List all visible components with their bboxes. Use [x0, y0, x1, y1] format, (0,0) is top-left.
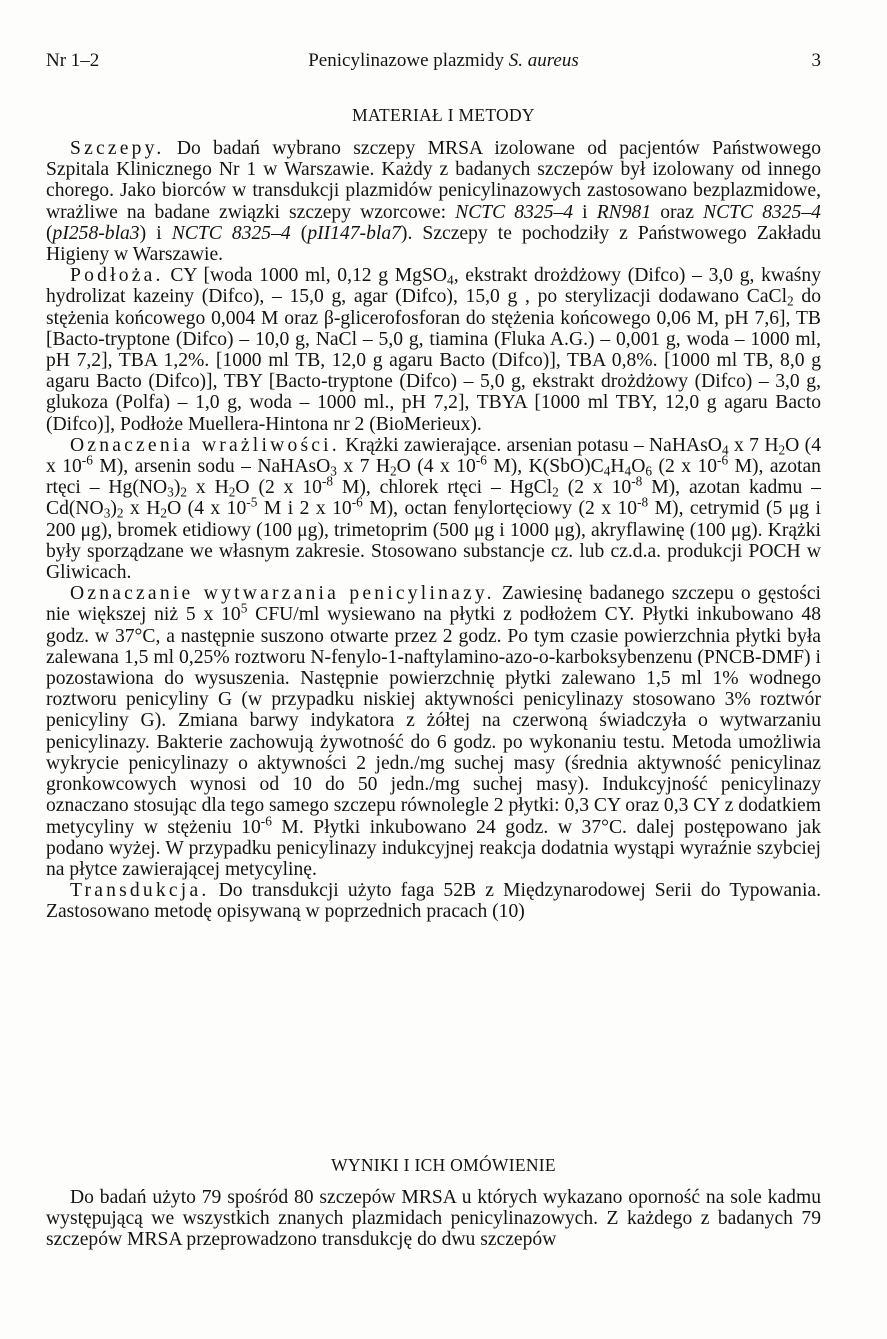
paragraph-media: Podłoża. CY [woda 1000 ml, 0,12 g MgSO$_4$, ekstrakt drożdżowy (Difco) – 3,0 g, kwaśny hydrolizat kazeiny (Difco), – 15,0 g, agar (Difco), 15,0 g , po sterylizacji dodawano CaCl$_2$ do stężenia końcowego 0,004 M oraz β-glicerofosforan do stężenia końcowego 0,06 M, pH 7,6], TB [Bacto-tryptone (Difco) – 10,0 g, NaCl – 5,0 g, tiamina (Fluka A.G.) – 0,001 g, woda – 1000 ml, pH 7,2], TBA 1,2%. [1000 ml TB, 12,0 g agaru Bacto (Difco)], TBA 0,8%. [1000 ml TB, 8,0 g agaru Bacto (Difco)], TBY [Bacto-tryptone (Difco) – 5,0 g, ekstrakt drożdżowy (Difco) – 3,0 g, glukoza (Polfa) – 1,0 g, woda – 1000 ml., pH 7,2], TBYA [1000 ml TBY, 12,0 g agaru Bacto (Difco)], Podłoże Muellera-Hintona nr 2 (BioMerieux). — [46, 265, 821, 435]
section-heading-methods: MATERIAŁ I METODY — [352, 105, 535, 125]
page-number: 3 — [811, 50, 821, 71]
methods-body — [46, 138, 821, 923]
section-heading-results: WYNIKI I ICH OMÓWIENIE — [331, 1155, 556, 1175]
heading-strains: Szczepy. — [70, 138, 165, 159]
paragraph-results: Do badań użyto 79 spośród 80 szczepów MRSA u których wykazano oporność na sole kadmu występującą we wszystkich znanych plazmidach penicylinazowych. Z każdego z badanych 79 szczepów MRSA przeprowadzono transdukcję do dwu szczepów — [46, 1187, 821, 1251]
paragraph-strains: Szczepy. Do badań wybrano szczepy MRSA izolowane od pacjentów Państwowego Szpitala Klinicznego Nr 1 w Warszawie. Każdy z badanych szczepów był izolowany od innego chorego. Jako biorców w transdukcji plazmidów penicylinazowych zastosowano bezplazmidowe, wrażliwe na badane związki szczepy wzorcowe: NCTC 8325–4 i RN981 oraz NCTC 8325–4 (pI258-bla3) i NCTC 8325–4 (pII147-bla7). Szczepy te pochodziły z Państwowego Zakładu Higieny w Warszawie. — [46, 138, 821, 266]
heading-sensitivity: Oznaczenia wrażliwości. — [70, 434, 340, 456]
paragraph-penicillinase: Oznaczanie wytwarzania penicylinazy. Zawiesinę badanego szczepu o gęstości nie większej niż 5 x $10^5$ CFU/ml wysiewano na płytki z podłożem CY. Płytki inkubowano 48 godz. w 37°C, a następnie suszono otwarte przez 2 godz. Po tym czasie powierzchnia płytki była zalewana 1,5 ml 0,25% roztworu N-fenylo-1-naftylamino-azo-o-karboksybenzenu (PNCB-DMF) i pozostawiona do wysuszenia. Następnie powierzchnię płytki zalewano 1,5 ml 1% wodnego roztworu penicyliny G (w przypadku niskiej aktywności penicylinazy stosowano 3% roztwór penicyliny G). Zmiana barwy indykatora z żółtej na czerwoną świadczyła o wytwarzaniu penicylinazy. Bakterie zachowują żywotność do 6 godz. po wykonaniu testu. Metoda umożliwia wykrycie penicylinazy o aktywności 2 jedn./mg suchej masy (średnia aktywność penicylinaz gronkowcowych wynosi od 10 do 50 jedn./mg suchej masy). Indukcyjność penicylinazy oznaczano stosując dla tego samego szczepu równolegle 2 płytki: 0,3 CY oraz 0,3 CY z dodatkiem metycyliny w stężeniu $10^{-6}$ M. Płytki inkubowano 24 godz. w 37°C. dalej postępowano jak podano wyżej. W przypadku penicylinazy indukcyjnej reakcja dodatnia wystąpi wyraźnie szybciej na płytce zawierającej metycylinę. — [46, 583, 822, 880]
heading-transduction: Transdukcja. — [70, 880, 210, 902]
heading-penicillinase: Oznaczanie wytwarzania penicylinazy. — [70, 583, 495, 605]
results-body — [46, 1187, 821, 1251]
issue-number: Nr 1–2 — [46, 50, 100, 71]
running-title: Penicylinazowe plazmidy S. aureus — [308, 50, 579, 71]
paragraph-sensitivity: Oznaczenia wrażliwości. Krążki zawierające. arsenian potasu – NaHAsO$_4$ x 7 $H_2O$ (4 x $10^{-6}$ M), arsenin sodu – NaHAsO$_3$ x 7 $H_2O$ (4 x $10^{-6}$ M), $K(SbO)C_4H_4O_6$ (2 x $10^{-6}$ M), azotan rtęci – $Hg(NO_3)_2$ x $H_2O$ (2 x $10^{-8}$ M), chlorek rtęci – HgCl$_2$ (2 x $10^{-8}$ M), azotan kadmu – $Cd(NO_3)_2$ x $H_2O$ (4 x $10^{-5}$ M i 2 x $10^{-6}$ M), octan fenylortęciowy (2 x $10^{-8}$ M), cetrymid (5 μg i 200 μg), bromek etidiowy (100 μg), trimetoprim (500 μg i 1000 μg), akryflawinę (100 μg). Krążki były sporządzane we własnym zakresie. Stosowano substancje cz. lub cz.d.a. produkcji POCH w Gliwicach. — [46, 434, 822, 584]
paragraph-transduction: Transdukcja. Do transdukcji użyto faga 52B z Międzynarodowej Serii do Typowania. Zastosowano metodę opisywaną w poprzednich pracach (10) — [46, 880, 821, 923]
heading-media: Podłoża. — [70, 265, 164, 287]
